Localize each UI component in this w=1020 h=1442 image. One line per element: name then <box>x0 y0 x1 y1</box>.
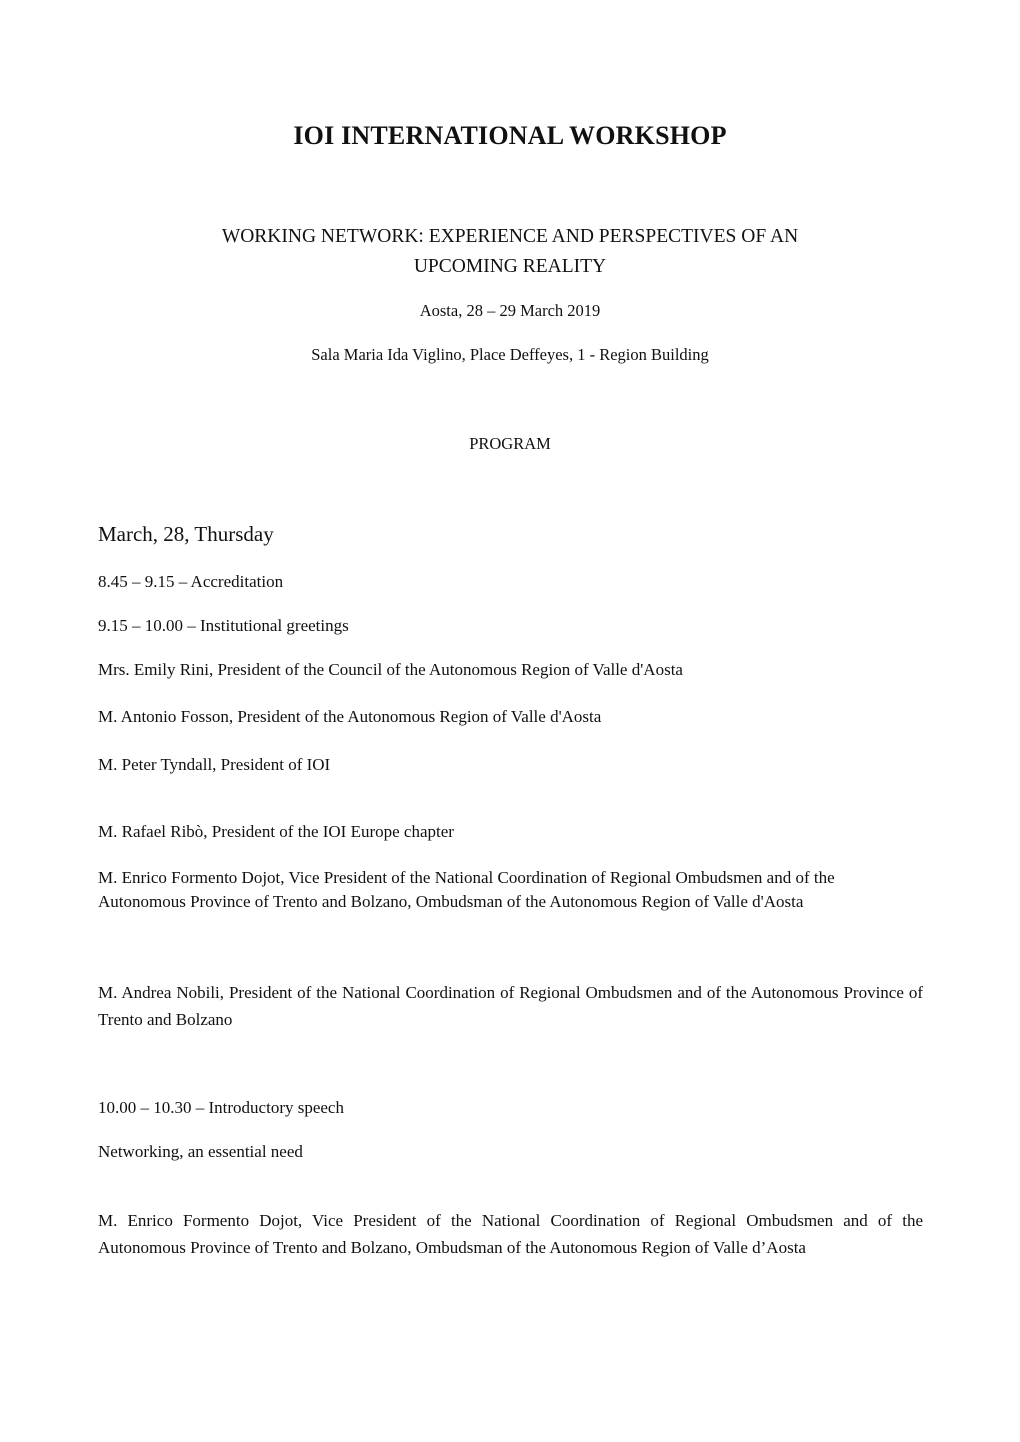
workshop-subtitle <box>0 222 1020 282</box>
speaker-rafael-ribo: M. Rafael Ribò, President of the IOI Europe chapter <box>98 822 454 841</box>
subtitle-line-1: WORKING NETWORK: EXPERIENCE AND PERSPECTIVES OF AN <box>221 226 799 247</box>
speaker-enrico-formento-dojot-intro: M. Enrico Formento Dojot, Vice President of the National Coordination of Regional Ombudsmen and of the Autonomous Province of Trento and Bolzano, Ombudsman of the Autonomous Region of Valle d’Aosta <box>98 1211 923 1257</box>
schedule-item-greetings: 9.15 – 10.00 – Institutional greetings <box>98 616 349 635</box>
workshop-title: IOI INTERNATIONAL WORKSHOP <box>293 121 727 150</box>
event-venue: Sala Maria Ida Viglino, Place Deffeyes, 1 - Region Building <box>311 345 709 364</box>
program-heading: PROGRAM <box>469 434 551 453</box>
speaker-enrico-formento-dojot: M. Enrico Formento Dojot, Vice President of the National Coordination of Regional Ombudsmen and of the Autonomous Province of Trento and Bolzano, Ombudsman of the Autonomous Region of Valle d'Aosta <box>98 868 835 911</box>
speaker-emily-rini: Mrs. Emily Rini, President of the Council of the Autonomous Region of Valle d'Aosta <box>98 660 683 679</box>
speaker-antonio-fosson: M. Antonio Fosson, President of the Autonomous Region of Valle d'Aosta <box>98 707 602 726</box>
session-title-networking: Networking, an essential need <box>98 1142 303 1161</box>
subtitle-line-2: UPCOMING REALITY <box>413 256 607 277</box>
speaker-peter-tyndall: M. Peter Tyndall, President of IOI <box>98 755 331 774</box>
event-date: Aosta, 28 – 29 March 2019 <box>419 301 601 320</box>
schedule-item-accreditation: 8.45 – 9.15 – Accreditation <box>98 572 284 591</box>
day-heading: March, 28, Thursday <box>98 522 274 546</box>
speaker-andrea-nobili: M. Andrea Nobili, President of the National Coordination of Regional Ombudsmen and of the Autonomous Province of Trento and Bolzano <box>98 983 923 1029</box>
schedule-item-introductory-speech: 10.00 – 10.30 – Introductory speech <box>98 1098 344 1117</box>
